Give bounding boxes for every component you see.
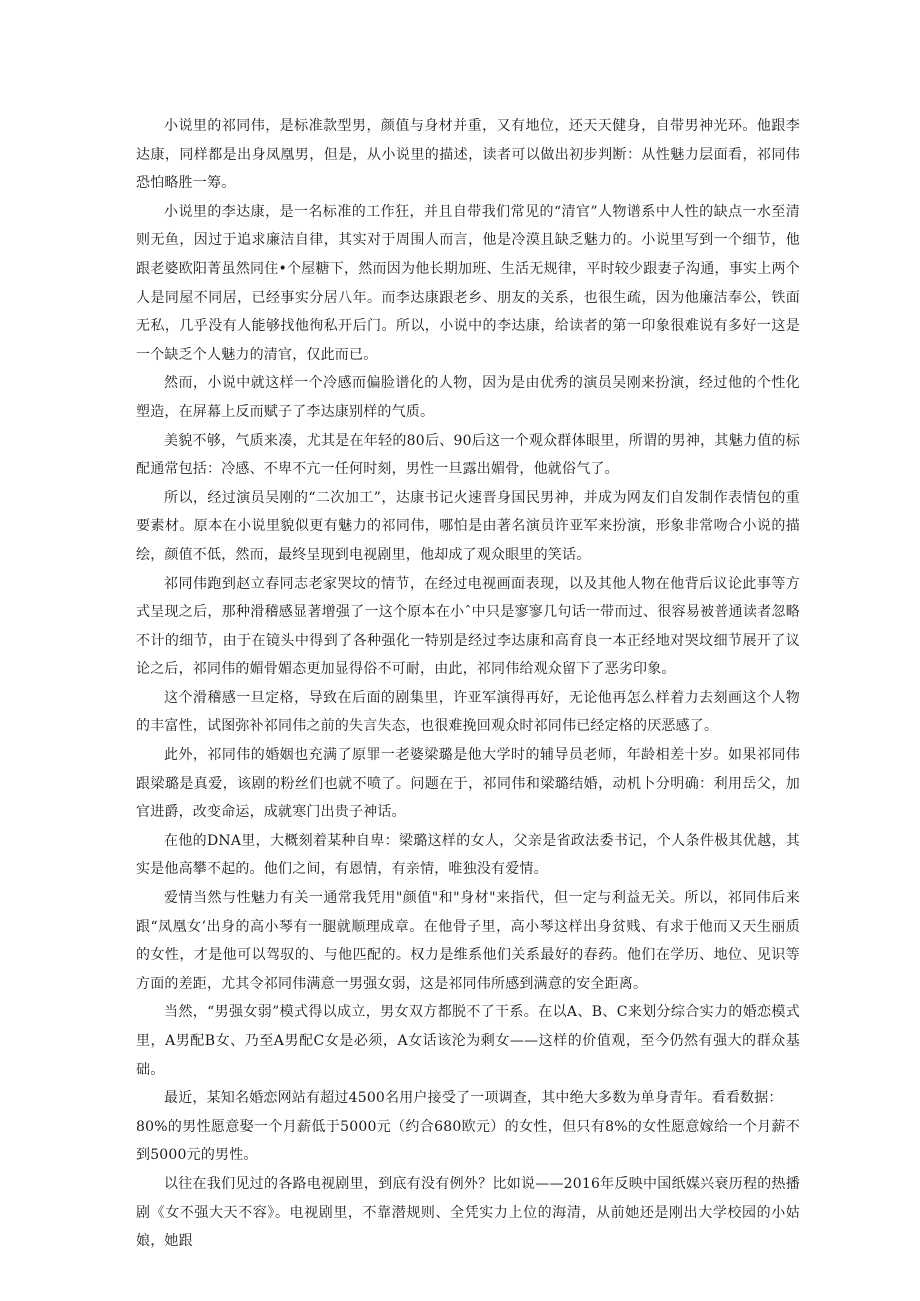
paragraph-crying-grave: 祁同伟跑到赵立春同志老家哭坟的情节，在经过电视画面表现，以及其他人物在他背后议论此事等方式呈现之后，那种滑稽感显著增强了一这个原本在小ˆ中只是寥寥几句话一带而过、很容易被普通读者忽略不计的细节，由于在镜头中得到了各种强化一特别是经过李达康和高育良一本正经地对哭坟细节展开了议论之后，祁同伟的媚骨媚态更加显得俗不可耐，由此，祁同伟给观众留下了恶劣印象。 [136,575,800,678]
paragraph-marriage: 此外，祁同伟的婚姻也充满了原罪一老婆梁璐是他大学时的辅导员老师，年龄相差十岁。如果祁同伟跟梁璐是真爱，该剧的粉丝们也就不喷了。问题在于，祁同伟和梁璐结婚，动机卜分明确：利用岳父，加官进爵，改变命运，成就寒门出贵子神话。 [136,747,800,821]
paragraph-survey-data: 80%的男性愿意娶一个月薪低于5000元（约合680欧元）的女性，但只有8%的女性愿意嫁给一个月薪不到5000元的男性。 [136,1118,800,1164]
paragraph-second-processing: 所以，经过演员吴刚的“二次加工”，达康书记火速晋身国民男神，并成为网友们自发制作表情包的重要素材。原本在小说里貌似更有魅力的祁同伟，哪怕是由著名演员许亚军来扮演，形象非常吻合小说的描绘，颜值不低，然而，最终呈现到电视剧里，他却成了观众眼里的笑话。 [136,489,800,563]
paragraph-comic-impression: 这个滑稽感一旦定格，导致在后面的剧集里，许亚军演得再好，无论他再怎么样着力去刻画这个人物的丰富性，试图弥补祁同伟之前的失言失态，也很难挽回观众时祁同伟已经定格的厌恶感了。 [136,689,800,735]
paragraph-li-dakang-novel: 小说里的李达康，是一名标准的工作狂，并且自带我们常见的“清官”人物谱系中人性的缺点一水至清则无鱼，因过于追求廉洁自律，其实对于周围人而言，他是冷漠且缺乏魅力的。小说里写到一个细节，他跟老婆欧阳菁虽然同住•个屋糖下，然而因为他长期加班、生活无规律，平时较少跟妻子沟通，事实上两个人是同屋不同居，已经事实分居八年。而李达康跟老乡、朋友的关系，也很生疏，因为他廉洁奉公，铁面无私，几乎没有人能够找他徇私开后门。所以，小说中的李达康，给读者的第一印象很难说有多好一这是一个缺乏个人魅力的清官，仅此而已。 [136,203,800,363]
paragraph-male-god-standard: 美貌不够，气质来凑，尤其是在年轻的80后、90后这一个观众群体眼里，所谓的男神，其魅力值的标配通常包括：冷感、不卑不亢一任何时刻，男性一旦露出媚骨，他就俗气了。 [136,432,800,478]
paragraph-tv-example: 以往在我们见过的各路电视剧里，到底有没有例外？比如说——2016年反映中国纸媒兴衰历程的热播剧《女不强大天不容》。电视剧里，不靠潜规则、全凭实力上位的海清，从前她还是刚出大学校园的小姑娘，她跟 [136,1175,800,1250]
paragraph-wu-gang-portrayal: 然而，小说中就这样一个冷感而偏脸谱化的人物，因为是由优秀的演员吴刚来扮演，经过他的个性化塑造，在屏幕上反而赋子了李达康别样的气质。 [136,375,800,420]
paragraph-qi-tongwei-intro: 小说里的祁同伟，是标准款型男，颜值与身材并重，又有地位，还天天健身，自带男神光环。他跟李达康，同样都是出身凤凰男，但是，从小说里的描述，读者可以做出初步判断：从性魅力层面看，祁同伟恐怕略胜一筹。 [136,118,800,192]
paragraph-survey-intro: 最近，某知名婚恋网站有超过4500名用户接受了一项调查，其中绝大多数为单身青年。看看数据： [164,1090,783,1107]
document-body [136,112,800,1256]
paragraph-love-and-power: 爱情当然与性魅力有关一通常我凭用"颜值"和"身材"来指代，但一定与利益无关。所以，祁同伟后来跟“凤凰女’出身的高小琴有一腿就顺理成章。在他骨子里，高小琴这样出身贫贱、有求于他而又天生丽质的女性，才是他可以驾驭的、与他匹配的。权力是维系他们关系最好的春药。他们在学历、地位、见识等方面的差距，尤其令祁同伟满意一男强女弱，这是祁同伟所感到满意的安全距离。 [136,890,800,992]
paragraph-dna-inferiority: 在他的DNA里，大概刻着某种自卑：梁璐这样的女人，父亲是省政法委书记，个人条件极其优越，其实是他高攀不起的。他们之间，有恩情，有亲情，唯独没有爱情。 [136,832,800,878]
paragraph-abc-model: 当然，“男强女弱”模式得以成立，男女双方都脱不了干系。在以A、B、C来划分综合实力的婚恋模式里，A男配B女、乃至A男配C女是必须，A女话该沦为剩女——这样的价值观，至今仍然有强大的群众基础。 [136,1004,800,1078]
